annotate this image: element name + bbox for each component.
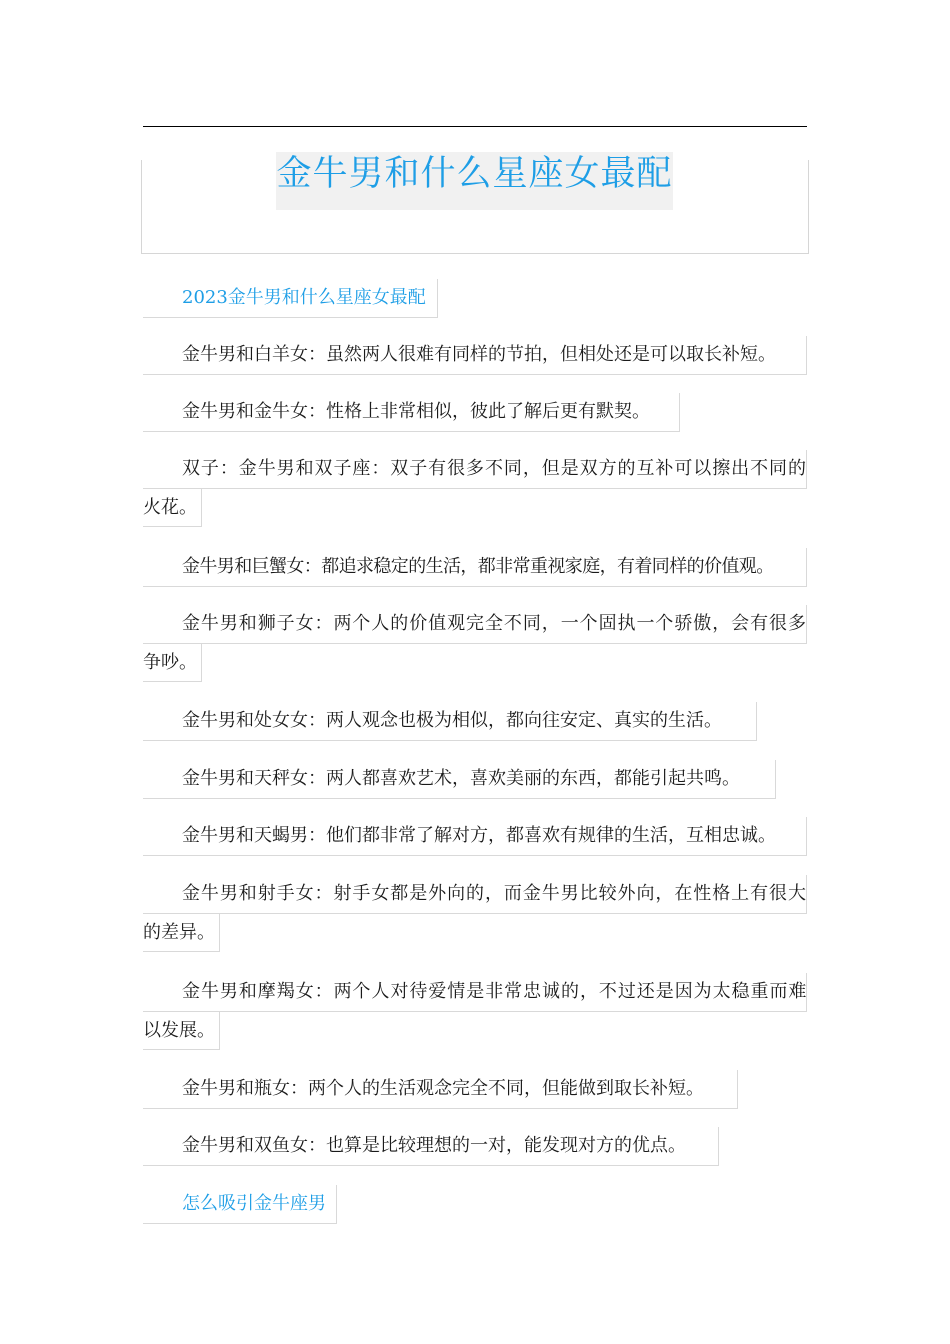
paragraph-1 bbox=[143, 336, 809, 389]
paragraph-6 bbox=[143, 702, 809, 755]
paragraph-line: 火花。 bbox=[143, 489, 202, 528]
paragraph-3 bbox=[143, 450, 809, 542]
header-rule bbox=[143, 126, 807, 127]
paragraph-11 bbox=[143, 1070, 809, 1123]
paragraph-line: 金牛男和金牛女：性格上非常相似，彼此了解后更有默契。 bbox=[143, 393, 680, 432]
paragraph-line: 金牛男和天秤女：两人都喜欢艺术，喜欢美丽的东西，都能引起共鸣。 bbox=[143, 760, 776, 799]
paragraph-8 bbox=[143, 817, 809, 870]
paragraph-line: 金牛男和处女女：两人观念也极为相似，都向往安定、真实的生活。 bbox=[143, 702, 757, 741]
paragraph-7 bbox=[143, 760, 809, 813]
paragraph-12 bbox=[143, 1127, 809, 1180]
paragraph-9 bbox=[143, 875, 809, 967]
paragraph-line: 金牛男和摩羯女：两个人对待爱情是非常忠诚的，不过还是因为太稳重而难 bbox=[143, 973, 807, 1012]
paragraph-5 bbox=[143, 605, 809, 697]
section-heading-2 bbox=[143, 1185, 809, 1238]
paragraph-line: 双子：金牛男和双子座：双子有很多不同，但是双方的互补可以擦出不同的 bbox=[143, 450, 807, 489]
paragraph-line: 以发展。 bbox=[143, 1012, 220, 1051]
paragraph-10 bbox=[143, 973, 809, 1065]
paragraph-line: 金牛男和射手女：射手女都是外向的，而金牛男比较外向，在性格上有很大 bbox=[143, 875, 807, 914]
document-title: 金牛男和什么星座女最配 bbox=[276, 154, 673, 194]
paragraph-line: 争吵。 bbox=[143, 644, 202, 683]
section-heading-1-text[interactable]: 2023金牛男和什么星座女最配 bbox=[143, 279, 438, 318]
paragraph-line: 金牛男和巨蟹女：都追求稳定的生活，都非常重视家庭，有着同样的价值观。 bbox=[143, 548, 807, 587]
paragraph-2 bbox=[143, 393, 809, 446]
section-heading-2-text[interactable]: 怎么吸引金牛座男 bbox=[143, 1185, 337, 1224]
paragraph-line: 金牛男和瓶女：两个人的生活观念完全不同，但能做到取长补短。 bbox=[143, 1070, 738, 1109]
paragraph-line: 的差异。 bbox=[143, 914, 220, 953]
paragraph-4 bbox=[143, 548, 809, 601]
paragraph-line: 金牛男和天蝎男：他们都非常了解对方，都喜欢有规律的生活，互相忠诚。 bbox=[143, 817, 807, 856]
paragraph-line: 金牛男和白羊女：虽然两人很难有同样的节拍，但相处还是可以取长补短。 bbox=[143, 336, 807, 375]
paragraph-line: 金牛男和狮子女：两个人的价值观完全不同，一个固执一个骄傲，会有很多 bbox=[143, 605, 807, 644]
paragraph-line: 金牛男和双鱼女：也算是比较理想的一对，能发现对方的优点。 bbox=[143, 1127, 719, 1166]
section-heading-1 bbox=[143, 279, 809, 332]
